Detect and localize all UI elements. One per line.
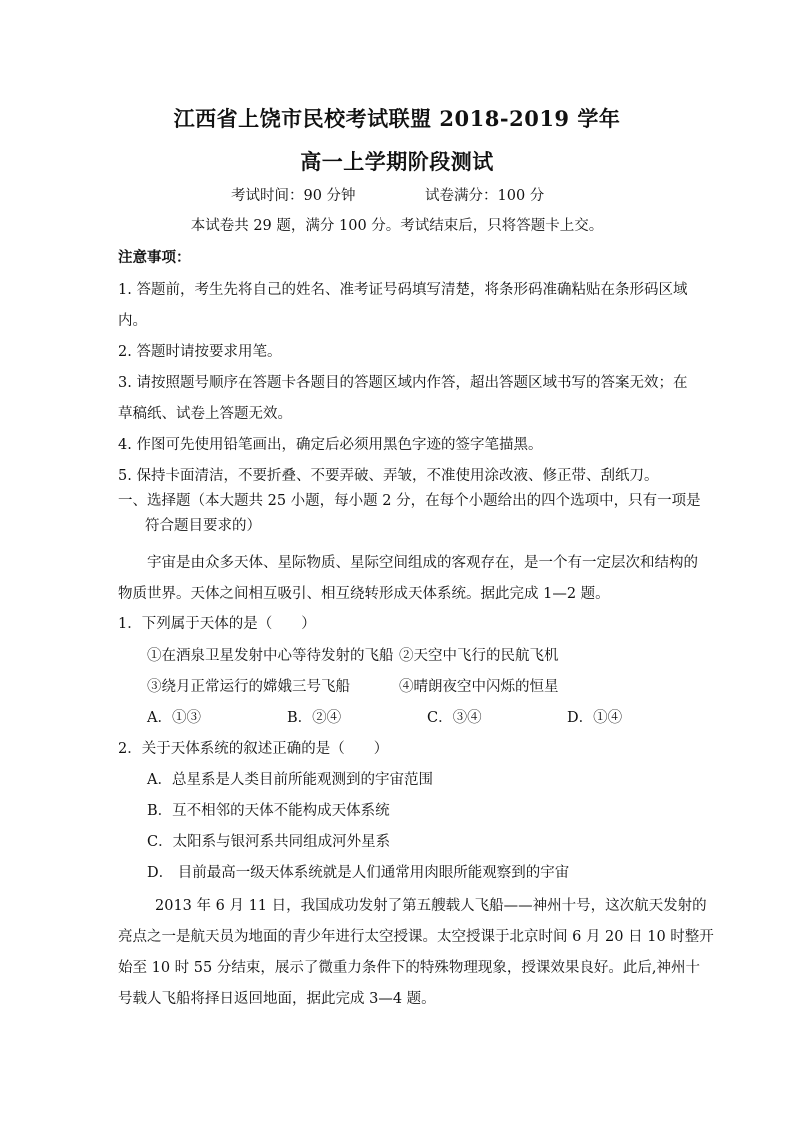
q1-option-c: C．③④ xyxy=(427,710,482,726)
passage-2-line4: 号载人飞船将择日返回地面，据此完成 3—4 题。 xyxy=(118,991,436,1007)
q1-option-b: B．②④ xyxy=(287,710,342,726)
full-score: 试卷满分：100 分 xyxy=(425,188,545,204)
exam-intro: 本试卷共 29 题，满分 100 分。考试结束后，只将答题卡上交。 xyxy=(190,218,604,234)
exam-title-line2: 高一上学期阶段测试 xyxy=(300,149,494,174)
exam-title-line1: 江西省上饶市民校考试联盟 2018-2019 学年 xyxy=(173,106,621,131)
q1-item-4: ④晴朗夜空中闪烁的恒星 xyxy=(399,679,559,695)
note-item-4: 4. 作图可先使用铅笔画出，确定后必须用黑色字迹的签字笔描黑。 xyxy=(118,437,543,453)
q1-item-1: ①在酒泉卫星发射中心等待发射的飞船 xyxy=(147,648,394,664)
q2-option-d: D． 目前最高一级天体系统就是人们通常用肉眼所能观察到的宇宙 xyxy=(147,865,570,881)
note-item-2: 2. 答题时请按要求用笔。 xyxy=(118,344,282,360)
note-item-1-cont: 内。 xyxy=(118,313,147,329)
passage-1-cont: 物质世界。天体之间相互吸引、相互绕转形成天体系统。据此完成 1—2 题。 xyxy=(118,586,610,602)
q2-option-c: C．太阳系与银河系共同组成河外星系 xyxy=(147,834,391,850)
passage-1: 宇宙是由众多天体、星际物质、星际空间组成的客观存在，是一个有一定层次和结构的 xyxy=(147,555,698,571)
section-heading-cont: 符合题目要求的） xyxy=(145,518,261,534)
q2-option-a: A．总星系是人类目前所能观测到的宇宙范围 xyxy=(147,772,433,788)
q1-option-d: D．①④ xyxy=(567,710,623,726)
question-2-stem: 2．关于天体系统的叙述正确的是（ ） xyxy=(118,741,389,757)
passage-2-line2: 亮点之一是航天员为地面的青少年进行太空授课。太空授课于北京时间 6 月 20 日 10 时整开 xyxy=(118,929,714,945)
q1-option-a: A．①③ xyxy=(147,710,201,726)
note-item-3-cont: 草稿纸、试卷上答题无效。 xyxy=(118,406,292,422)
notes-heading: 注意事项： xyxy=(118,249,191,266)
q1-item-3: ③绕月正常运行的嫦娥三号飞船 xyxy=(147,679,350,695)
q2-option-b: B．互不相邻的天体不能构成天体系统 xyxy=(147,803,390,819)
note-item-3: 3. 请按照题号顺序在答题卡各题目的答题区域内作答，超出答题区域书写的答案无效；在 xyxy=(118,375,688,391)
passage-2-line3: 始至 10 时 55 分结束，展示了微重力条件下的特殊物理现象，授课效果良好。此后,神州十 xyxy=(118,960,700,976)
q1-item-2: ②天空中飞行的民航飞机 xyxy=(399,648,559,664)
note-item-1: 1. 答题前，考生先将自己的姓名、准考证号码填写清楚，将条形码准确粘贴在条形码区域 xyxy=(118,282,688,298)
question-1-stem: 1．下列属于天体的是（ ） xyxy=(118,616,316,632)
passage-2: 2013 年 6 月 11 日，我国成功发射了第五艘载人飞船——神州十号，这次航天发射的 xyxy=(155,898,707,914)
exam-time: 考试时间：90 分钟 xyxy=(231,188,356,204)
note-item-5: 5. 保持卡面清洁，不要折叠、不要弄破、弄皱，不准使用涂改液、修正带、刮纸刀。 xyxy=(118,468,659,484)
section-heading: 一、选择题（本大题共 25 小题，每小题 2 分，在每个小题给出的四个选项中，只有一项是 xyxy=(118,493,701,509)
